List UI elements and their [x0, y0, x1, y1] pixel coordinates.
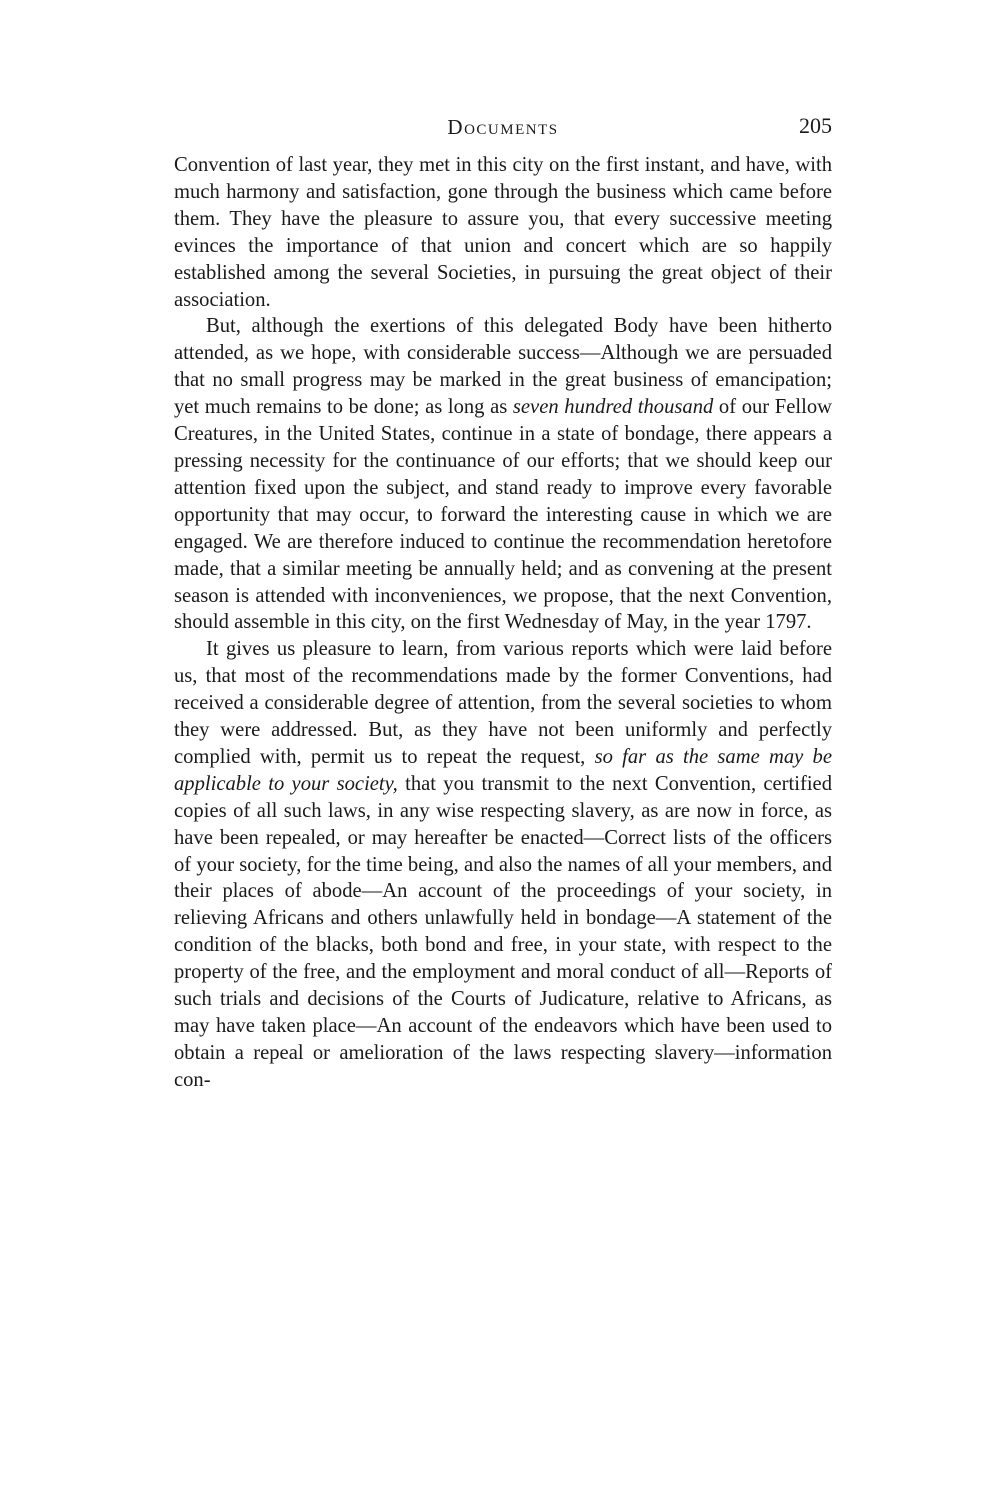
- text-run: that you transmit to the next Convention, certified copies of all such laws, in any wise respecting slavery, as are now in force, as have been repealed, or may hereafter be enacted—Correct lists of the officers of your society, for the time being, and also the names of all your members, and their places of abode—An account of the proceedings of your society, in relieving Africans and others unlawfully held in bondage—A statement of the condition of the blacks, both bond and free, in your state, with respect to the property of the free, and the employment and moral conduct of all—Reports of such trials and decisions of the Courts of Judicature, relative to Africans, as may have taken place—An account of the endeavors which have been used to obtain a repeal or amelioration of the laws respecting slavery—information con-: [174, 772, 832, 1091]
- page-header: [174, 110, 832, 144]
- running-head: Documents: [447, 115, 559, 139]
- text-run: It gives us pleasure to learn, from various reports which were laid before us, that most of the recommendations made by the former Conventions, had received a considerable degree of attention, from the several societies to whom they were addressed. But, as they have not been uniformly and perfectly complied with, permit us to repeat the request,: [174, 638, 832, 768]
- text-run: But, although the exertions of this delegated Body have been hitherto attended, as we hope, with considerable success—Although we are persuaded that no small progress may be marked in the great business of emancipation; yet much remains to be done; as long as: [174, 315, 832, 419]
- text-run: of our Fellow Creatures, in the United States, continue in a state of bondage, there appears a pressing necessity for the continuance of our efforts; that we should keep our attention fixed upon the subject, and stand ready to improve every favorable opportunity that may occur, to forward the interesting cause in which we are engaged. We are therefore induced to continue the recommendation heretofore made, that a similar meeting be annually held; and as convening at the present season is attended with inconveniences, we propose, that the next Convention, should assemble in this city, on the first Wednesday of May, in the year 1797.: [174, 396, 832, 634]
- paragraph-3: [174, 636, 832, 1093]
- italic-phrase: seven hundred thousand: [512, 396, 714, 419]
- page-number: 205: [799, 113, 832, 138]
- text-run: Convention of last year, they met in this city on the first instant, and have, with much harmony and satisfaction, gone through the business which came before them. They have the pleasure to assure you, that every successive meeting evinces the importance of that union and concert which are so happily established among the several Societies, in pursuing the great object of their association.: [174, 154, 832, 311]
- body-text: [174, 152, 832, 1094]
- paragraph-2: [174, 313, 832, 636]
- book-page: [174, 110, 832, 1094]
- paragraph-1: [174, 152, 832, 313]
- italic-phrase: so far as the same may be applicable to your society,: [174, 745, 832, 795]
